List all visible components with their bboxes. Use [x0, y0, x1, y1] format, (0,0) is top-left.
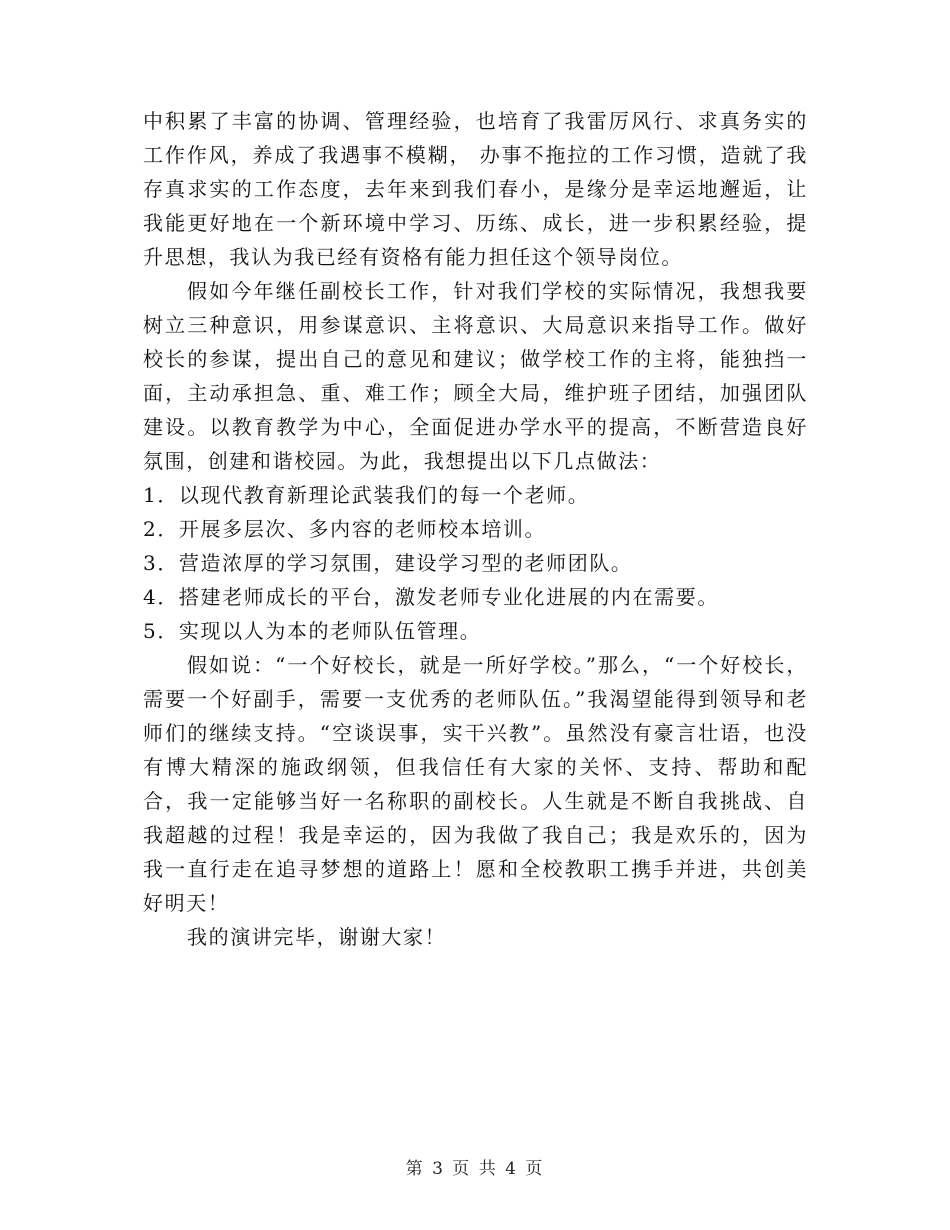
list-item: 3．营造浓厚的学习氛围，建设学习型的老师团队。 — [143, 551, 633, 575]
list-item: 2．开展多层次、多内容的老师校本培训。 — [143, 517, 547, 541]
paragraph-plan: 假如今年继任副校长工作，针对我们学校的实际情况，我想我要树立三种意识，用参谋意识、主将意识、大局意识来指导工作。做好校长的参谋，提出自己的意见和建议；做学校工作的主将，能独挡一面，主动承担急、重、难工作；顾全大局，维护班子团结，加强团队建设。以教育教学为中心，全面促进办学水平的提高，不断营造良好氛围，创建和谐校园。为此，我想提出以下几点做法： — [143, 279, 808, 473]
paragraph-continuation: 中积累了丰富的协调、管理经验，也培育了我雷厉风行、求真务实的工作作风，养成了我遇事不模糊， 办事不拖拉的工作习惯，造就了我存真求实的工作态度，去年来到我们春小，是缘分是幸运地邂逅，让我能更好地在一个新环境中学习、历练、成长，进一步积累经验，提升思想，我认为我已经有资格有能力担任这个领导岗位。 — [143, 109, 808, 269]
list-item: 4．搭建老师成长的平台，激发老师专业化进展的内在需要。 — [143, 585, 719, 609]
document-body — [143, 104, 808, 954]
paragraph-thanks: 我的演讲完毕，谢谢大家！ — [187, 925, 447, 949]
paragraph-conclusion: 假如说：“一个好校长，就是一所好学校。”那么，“一个好校长，需要一个好副手，需要一支优秀的老师队伍。”我渴望能得到领导和老师们的继续支持。“空谈误事，实干兴教”。虽然没有豪言壮语，也没有博大精深的施政纲领，但我信任有大家的关怀、支持、帮助和配合，我一定能够当好一名称职的副校长。人生就是不断自我挑战、自我超越的过程！我是幸运的，因为我做了我自己；我是欢乐的，因为我一直行走在追寻梦想的道路上！愿和全校教职工携手并进，共创美好明天！ — [143, 653, 808, 915]
list-item: 5．实现以人为本的老师队伍管理。 — [143, 619, 482, 643]
list-item: 1．以现代教育新理论武装我们的每一个老师。 — [143, 483, 590, 507]
page-number-footer: 第 3 页 共 4 页 — [405, 1159, 545, 1179]
